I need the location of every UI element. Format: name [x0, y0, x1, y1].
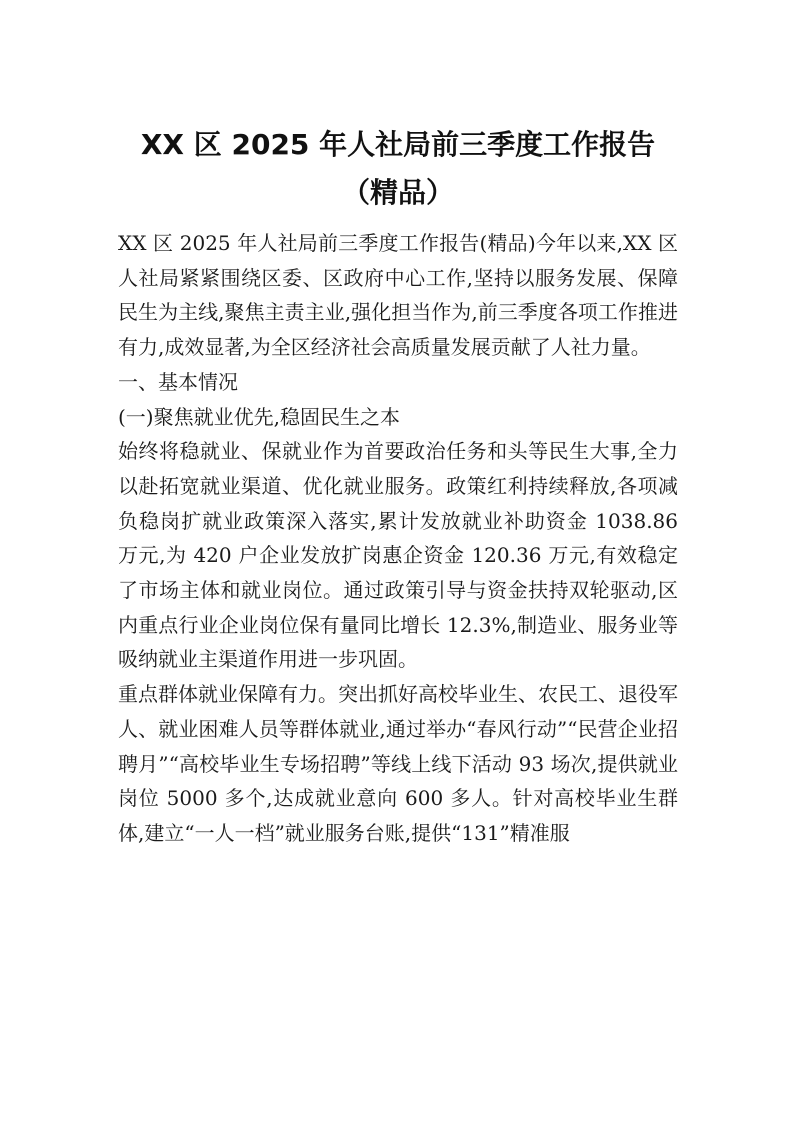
document-title: XX 区 2025 年人社局前三季度工作报告（精品） [140, 128, 656, 209]
subsection-heading: (一)聚焦就业优先,稳固民生之本 [118, 404, 400, 429]
employment-paragraph: 始终将稳就业、保就业作为首要政治任务和头等民生大事,全力以赴拓宽就业渠道、优化就业服务。政策红利持续释放,各项减负稳岗扩就业政策深入落实,累计发放就业补助资金 1038.86 万元,为 420 户企业发放扩岗惠企资金 120.36 万元,有效稳定了市场主体和就业岗位。通过政策引导与资金扶持双轮驱动,区内重点行业企业岗位保有量同比增长 12.3%,制造业、服务业等吸纳就业主渠道作用进一步巩固。 [118, 439, 678, 672]
key-groups-paragraph: 重点群体就业保障有力。突出抓好高校毕业生、农民工、退役军人、就业困难人员等群体就业,通过举办“春风行动”“民营企业招聘月”“高校毕业生专场招聘”等线上线下活动 93 场次,提供就业岗位 5000 多个,达成就业意向 600 多人。针对高校毕业生群体,建立“一人一档”就业服务台账,提供“131”精准服 [118, 682, 678, 845]
section-heading: 一、基本情况 [118, 369, 238, 394]
intro-paragraph: XX 区 2025 年人社局前三季度工作报告(精品)今年以来,XX 区人社局紧紧围绕区委、区政府中心工作,坚持以服务发展、保障民生为主线,聚焦主责主业,强化担当作为,前三季度各项工作推进有力,成效显著,为全区经济社会高质量发展贡献了人社力量。 [118, 231, 678, 360]
document-body [118, 226, 678, 851]
